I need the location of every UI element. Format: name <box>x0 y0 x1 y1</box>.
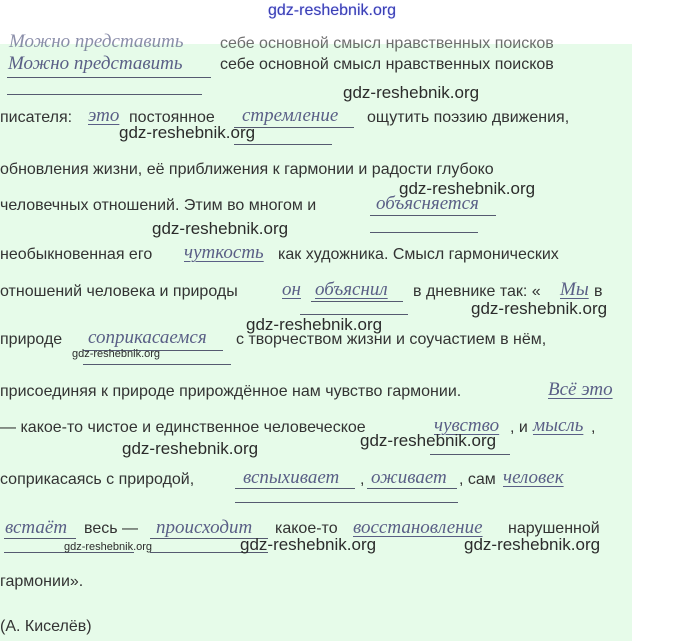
answer-underline <box>4 538 76 539</box>
text-line-10c: , сам <box>459 471 496 488</box>
watermark-text-small: gdz-reshebnik.org <box>72 348 161 360</box>
answer-underline <box>430 454 510 455</box>
text-line-8: присоединяя к природе прирождённое нам чувство гармонии. <box>0 383 462 400</box>
watermark-text: gdz-reshebnik.org <box>152 219 289 238</box>
handwritten-answer: стремление <box>242 105 339 126</box>
text-line-2c: ощутить поэзию движения, <box>367 109 570 126</box>
watermark-text: gdz-reshebnik.org <box>122 439 259 458</box>
answer-underline <box>234 144 332 145</box>
text-line-10b: , <box>360 471 365 488</box>
author-signature: (А. Киселёв) <box>0 618 92 635</box>
handwritten-answer: Можно представить <box>8 53 183 74</box>
watermark-text: gdz-reshebnik.org <box>240 535 377 554</box>
watermark-text: gdz-reshebnik.org <box>343 83 480 102</box>
answer-underline <box>235 488 355 489</box>
text-line-10a: соприкасаясь с природой, <box>0 471 195 488</box>
watermark-text-small: gdz-reshebnik.org <box>64 541 153 553</box>
handwritten-answer: вспыхивает <box>243 467 340 488</box>
text-line-4: человечных отношений. Этим во многом и <box>0 197 317 214</box>
answer-underline <box>83 364 231 365</box>
handwritten-answer: человек <box>503 467 564 488</box>
handwritten-answer: мысль <box>533 415 584 436</box>
handwritten-answer: это <box>88 105 120 126</box>
text-line-5b: как художника. Смысл гармонических <box>278 246 559 263</box>
answer-underline <box>367 488 457 489</box>
watermark-text: gdz-reshebnik.org <box>246 315 383 334</box>
handwritten-answer: объясняется <box>376 193 479 214</box>
site-watermark-top: gdz-reshebnik.org <box>268 2 397 19</box>
answer-underline <box>370 232 478 233</box>
handwritten-answer: встаёт <box>5 517 68 538</box>
text-line-7b: с творчеством жизни и соучастием в нём, <box>236 331 547 348</box>
text-line-5a: необыкновенная его <box>0 246 153 263</box>
text-line-6a: отношений человека и природы <box>0 283 238 300</box>
text-line-12: гармонии». <box>0 573 84 590</box>
text-line-11b: какое-то <box>275 520 338 537</box>
text-line-9c: , <box>591 419 596 436</box>
watermark-text: gdz-reshebnik.org <box>360 431 497 450</box>
text-line-7a: природе <box>0 331 63 348</box>
answer-underline <box>358 502 458 503</box>
text-line-6c: в <box>594 283 603 300</box>
text-line-2a: писателя: <box>0 109 73 126</box>
watermark-text: gdz-reshebnik.org <box>464 535 601 554</box>
text-line-1: себе основной смысл нравственных поисков <box>220 56 554 73</box>
handwritten-answer: оживает <box>371 467 447 488</box>
text-line-9b: , и <box>510 419 528 436</box>
text-line-9a: — какое-то чистое и единственное человеческое <box>0 419 366 436</box>
text-line-11a: весь — <box>84 520 138 537</box>
answer-underline <box>7 94 202 95</box>
watermark-text: gdz-reshebnik.org <box>471 299 608 318</box>
handwritten-answer: Мы <box>560 279 589 300</box>
handwritten-answer: Всё это <box>548 379 613 400</box>
text-line-11c: нарушенной <box>508 520 600 537</box>
ghost-handwritten-phrase: Можно представить <box>9 31 184 52</box>
watermark-text: gdz-reshebnik.org <box>119 123 256 142</box>
ghost-text-line: себе основной смысл нравственных поисков <box>220 35 554 52</box>
text-line-2b: постоянное <box>129 109 215 126</box>
handwritten-answer: происходит <box>156 517 253 538</box>
handwritten-answer: он <box>282 279 301 300</box>
answer-underline <box>370 215 496 216</box>
handwritten-answer: чувство <box>434 415 500 436</box>
answer-underline <box>311 301 403 302</box>
answer-underline <box>235 502 361 503</box>
text-line-6b: в дневнике так: « <box>413 283 541 300</box>
handwritten-answer: чуткость <box>184 242 264 263</box>
text-line-3: обновления жизни, её приближения к гармонии и радости глубоко <box>0 161 494 178</box>
watermark-text: gdz-reshebnik.org <box>399 179 536 198</box>
handwritten-answer: объяснил <box>315 279 388 300</box>
handwritten-answer: соприкасаемся <box>88 327 207 348</box>
handwritten-answer: восстановление <box>353 517 483 538</box>
answer-underline <box>7 77 211 78</box>
